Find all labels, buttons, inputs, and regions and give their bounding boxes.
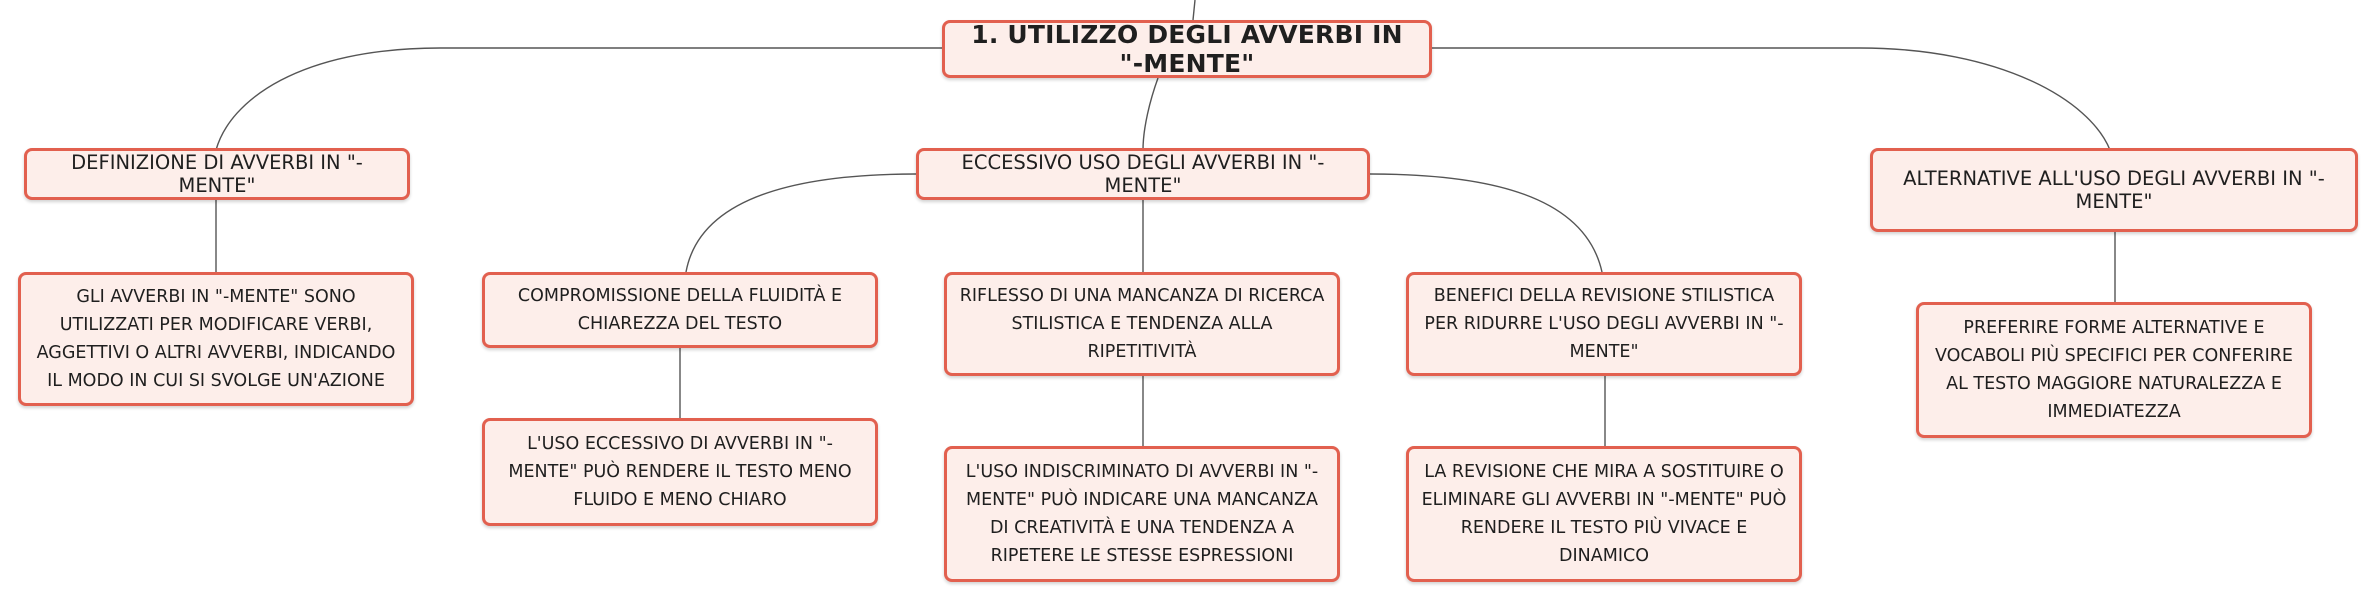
connector-root-definizione [216,48,942,150]
node-definizione[interactable] [24,148,410,200]
node-benefici[interactable] [1406,272,1802,376]
connector-root-top [1193,0,1195,20]
node-alternative-preferire-text: PREFERIRE FORME ALTERNATIVE E VOCABOLI PIÙ SPECIFICI PER CONFERIRE AL TESTO MAGGIORE NATURALEZZA E IMMEDIATEZZA [1934,318,2293,422]
node-compromissione[interactable] [482,272,878,348]
node-compromissione-detail-text: L'USO ECCESSIVO DI AVVERBI IN "-MENTE" PUÒ RENDERE IL TESTO MENO FLUIDO E MENO CHIARO [508,434,852,510]
root-label: 1. UTILIZZO DEGLI AVVERBI IN "-MENTE" [971,20,1403,78]
root-node[interactable] [942,20,1432,78]
node-alternative-preferire[interactable] [1916,302,2312,438]
node-definizione-label: DEFINIZIONE DI AVVERBI IN "-MENTE" [71,151,363,197]
node-riflesso[interactable] [944,272,1340,376]
node-benefici-detail-text: LA REVISIONE CHE MIRA A SOSTITUIRE O ELIMINARE GLI AVVERBI IN "-MENTE" PUÒ RENDERE IL TESTO PIÙ VIVACE E DINAMICO [1421,462,1787,566]
connector-root-alternative [1432,48,2110,150]
node-alternative[interactable] [1870,148,2358,232]
node-riflesso-label: RIFLESSO DI UNA MANCANZA DI RICERCA STILISTICA E TENDENZA ALLA RIPETITIVITÀ [959,286,1325,362]
connector-root-eccessivo [1143,78,1158,150]
node-riflesso-detail[interactable] [944,446,1340,582]
connector-eccessivo-benefici [1370,174,1602,272]
connector-eccessivo-compromissione [686,174,916,272]
node-eccessivo[interactable] [916,148,1370,200]
node-compromissione-detail[interactable] [482,418,878,526]
node-benefici-label: BENEFICI DELLA REVISIONE STILISTICA PER RIDURRE L'USO DEGLI AVVERBI IN "-MENTE" [1424,286,1784,362]
node-benefici-detail[interactable] [1406,446,1802,582]
node-compromissione-label: COMPROMISSIONE DELLA FLUIDITÀ E CHIAREZZA DEL TESTO [517,286,843,334]
node-definizione-descrizione[interactable] [18,272,414,406]
node-definizione-descrizione-text: GLI AVVERBI IN "-MENTE" SONO UTILIZZATI PER MODIFICARE VERBI, AGGETTIVI O ALTRI AVVERBI, INDICANDO IL MODO IN CUI SI SVOLGE UN'AZIONE [36,287,396,391]
node-alternative-label: ALTERNATIVE ALL'USO DEGLI AVVERBI IN "-MENTE" [1903,167,2325,213]
node-eccessivo-label: ECCESSIVO USO DEGLI AVVERBI IN "-MENTE" [961,151,1325,197]
node-riflesso-detail-text: L'USO INDISCRIMINATO DI AVVERBI IN "-MENTE" PUÒ INDICARE UNA MANCANZA DI CREATIVITÀ E UNA TENDENZA A RIPETERE LE STESSE ESPRESSIONI [965,462,1319,566]
